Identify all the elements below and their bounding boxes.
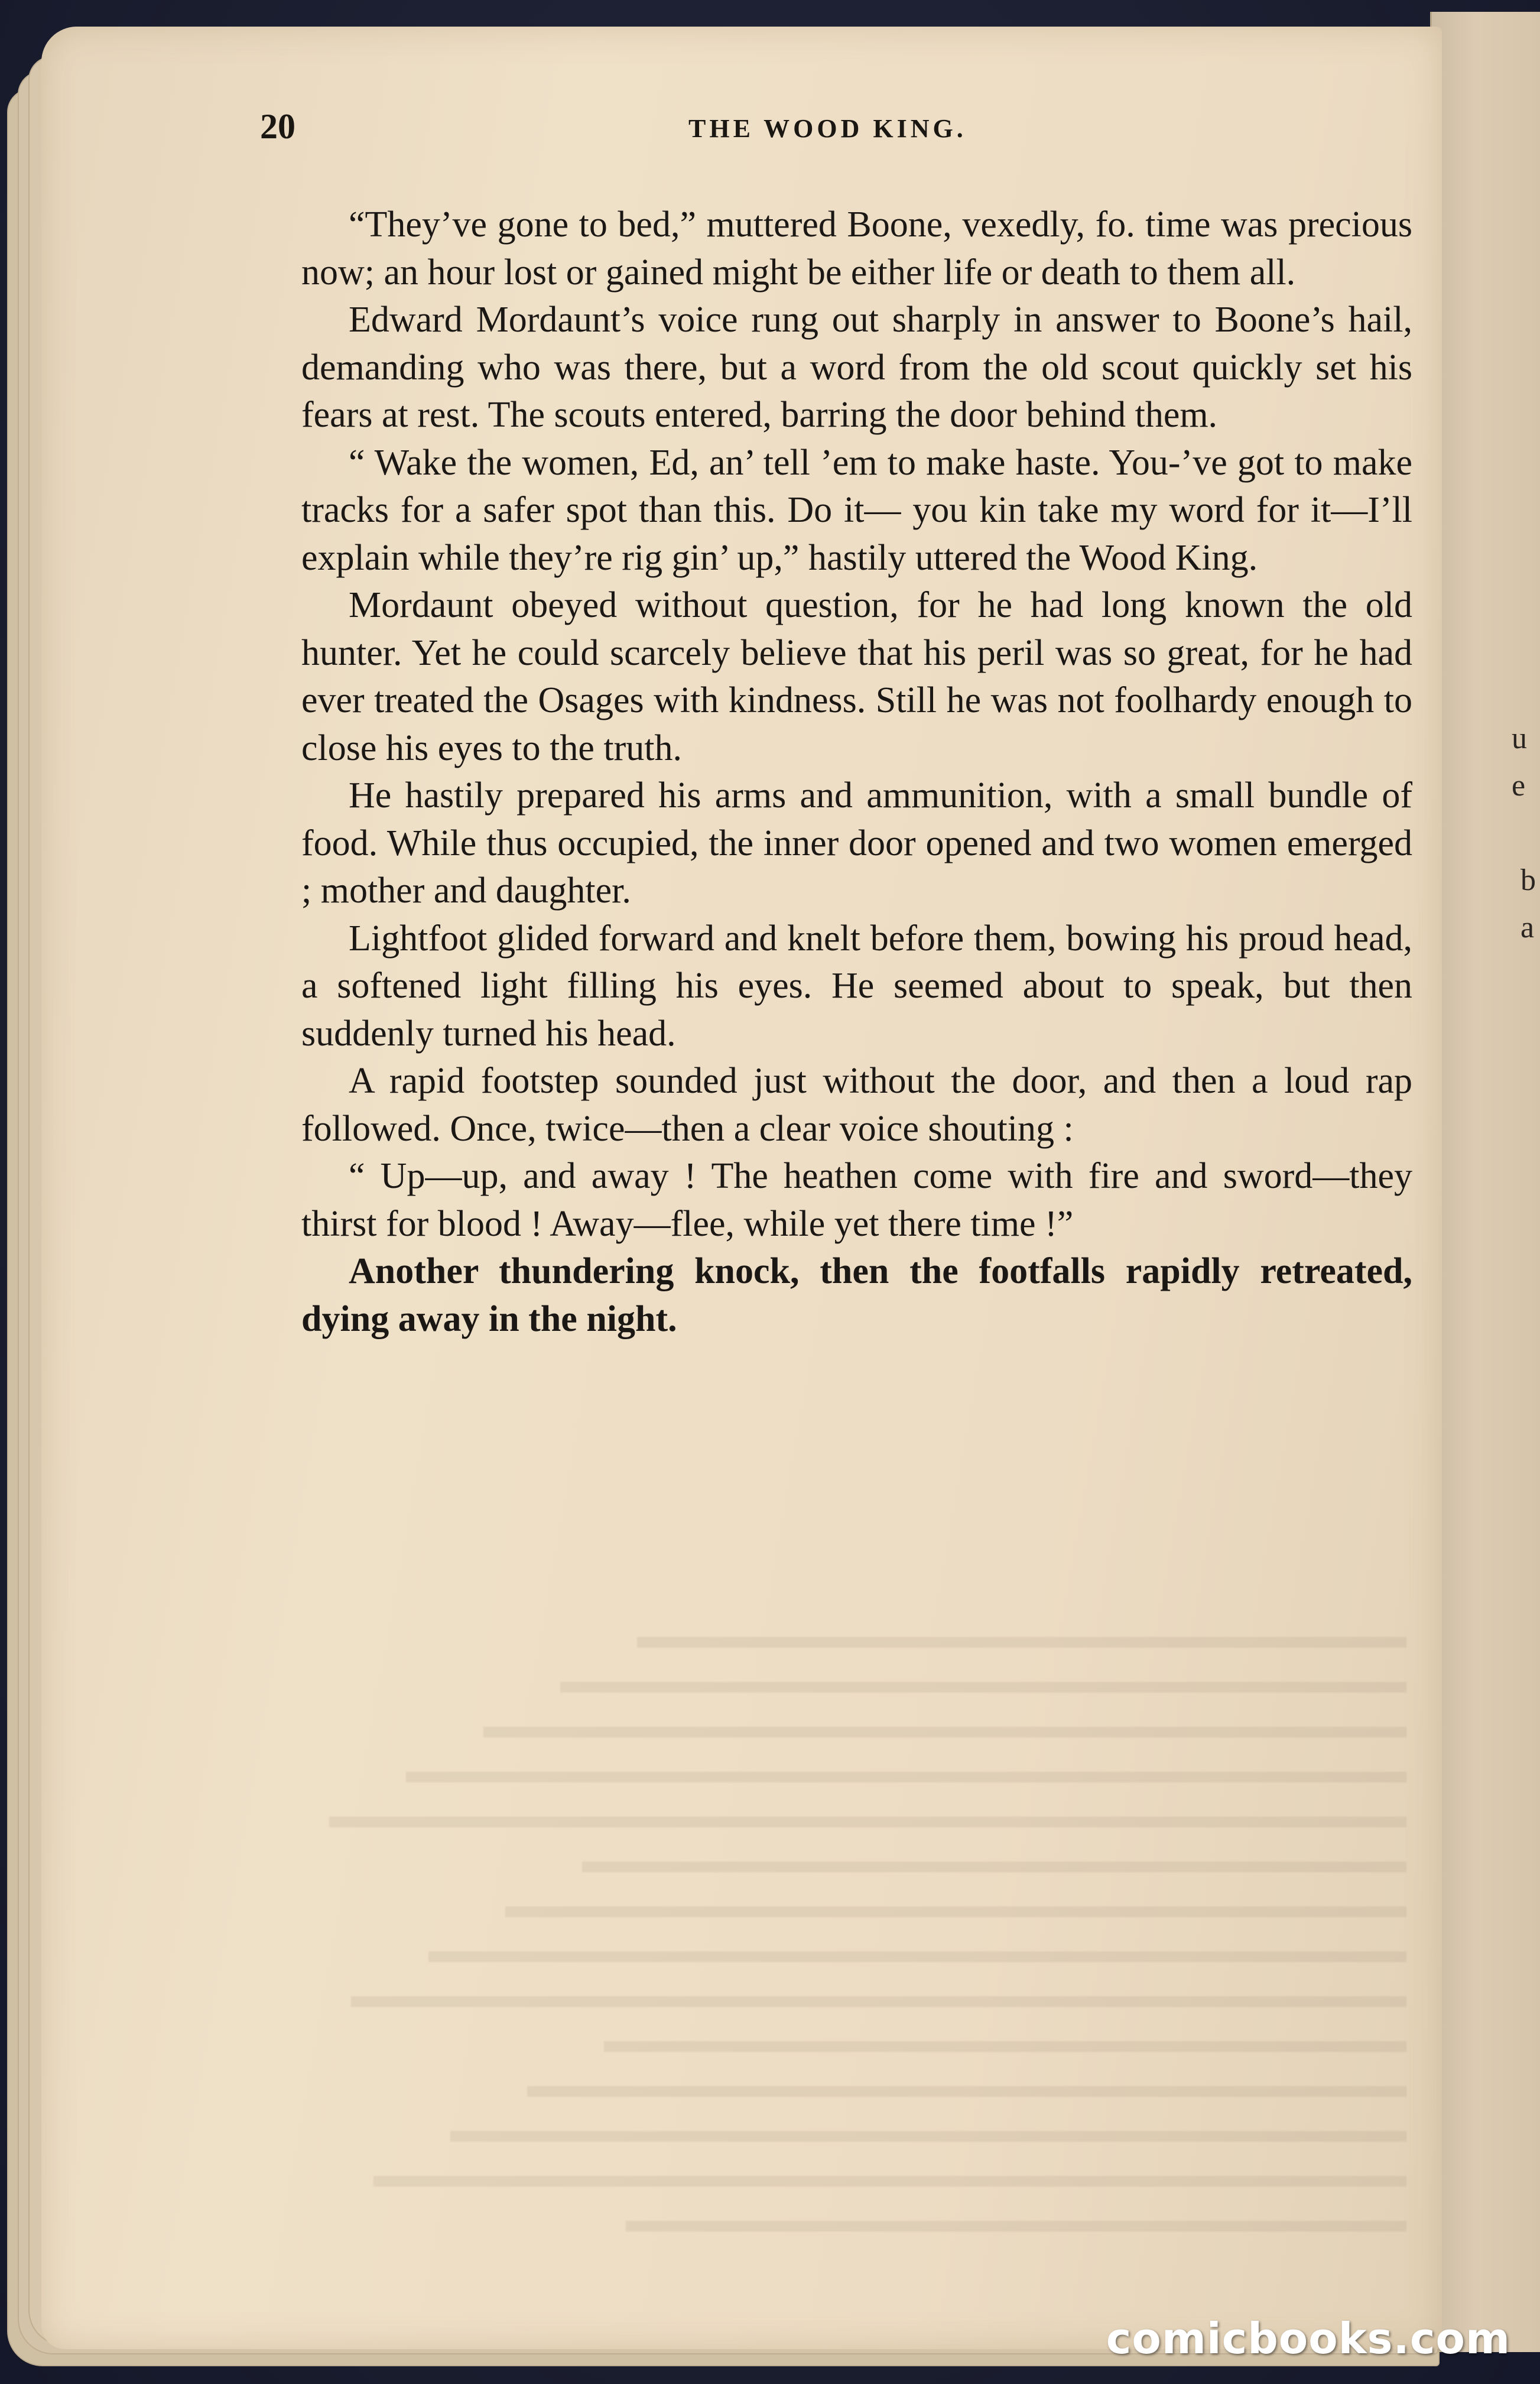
show-through-line bbox=[351, 1996, 1406, 2007]
show-through-line bbox=[329, 1817, 1406, 1827]
page-header bbox=[260, 106, 1418, 154]
paragraph: He hastily prepared his arms and ammunition, with a small bundle of food. While thus occupied, the inner door opened and two women emerged ; mother and daughter. bbox=[301, 775, 1412, 911]
paragraph: “ Wake the women, Ed, an’ tell ’em to make haste. You-’ve got to make tracks for a safer spot than this. Do it— you kin take my word for it—I’ll explain while they’re rig gin’ up,” hastily uttered the Wood King. bbox=[301, 442, 1412, 578]
show-through-line bbox=[505, 1906, 1406, 1917]
show-through-line bbox=[604, 2041, 1406, 2052]
running-head: THE WOOD KING. bbox=[688, 114, 967, 143]
facing-page-fragment: u bbox=[1512, 722, 1527, 755]
paragraph: “ Up—up, and away ! The heathen come with fire and sword—they thirst for blood ! Away—flee, while yet there time !” bbox=[301, 1156, 1412, 1244]
show-through-line bbox=[626, 2221, 1406, 2232]
paragraph: Another thundering knock, then the footfalls rapidly retreated, dying away in the night. bbox=[301, 1251, 1412, 1339]
paragraph: Edward Mordaunt’s voice rung out sharply in answer to Boone’s hail, demanding who was there, but a word from the old scout quickly set his fears at rest. The scouts entered, barring the door behind them. bbox=[301, 300, 1412, 435]
paragraph: A rapid footstep sounded just without the door, and then a loud rap followed. Once, twice—then a clear voice shouting : bbox=[301, 1061, 1412, 1149]
show-through-line bbox=[428, 1951, 1406, 1962]
facing-page-fragment: a bbox=[1520, 911, 1535, 944]
body-text bbox=[301, 201, 1412, 1343]
show-through-line bbox=[450, 2131, 1406, 2142]
paragraph: Lightfoot glided forward and knelt before them, bowing his proud head, a softened light filling his eyes. He seemed about to speak, but then suddenly turned his head. bbox=[301, 918, 1412, 1054]
show-through-line bbox=[373, 2176, 1406, 2187]
show-through-line bbox=[483, 1727, 1406, 1737]
show-through-line bbox=[560, 1682, 1406, 1693]
show-through-line bbox=[527, 2086, 1406, 2097]
paragraph: Mordaunt obeyed without question, for he had long known the old hunter. Yet he could scarcely believe that his peril was so great, for he had ever treated the Osages with kindness. Still he was not foolhardy enough to close his eyes to the truth. bbox=[301, 585, 1412, 768]
watermark: comicbooks.com bbox=[1106, 2314, 1510, 2363]
show-through-line bbox=[406, 1772, 1406, 1782]
reverse-page-show-through bbox=[307, 1637, 1406, 2266]
facing-page-fragment: e bbox=[1512, 769, 1526, 803]
facing-page-edge bbox=[1430, 12, 1540, 2352]
paragraph: “They’ve gone to bed,” muttered Boone, vexedly, fo. time was precious now; an hour lost or gained might be either life or death to them all. bbox=[301, 204, 1412, 293]
show-through-line bbox=[637, 1637, 1406, 1648]
facing-page-fragment: b bbox=[1520, 863, 1536, 897]
page-number: 20 bbox=[260, 107, 295, 146]
show-through-line bbox=[582, 1862, 1406, 1872]
